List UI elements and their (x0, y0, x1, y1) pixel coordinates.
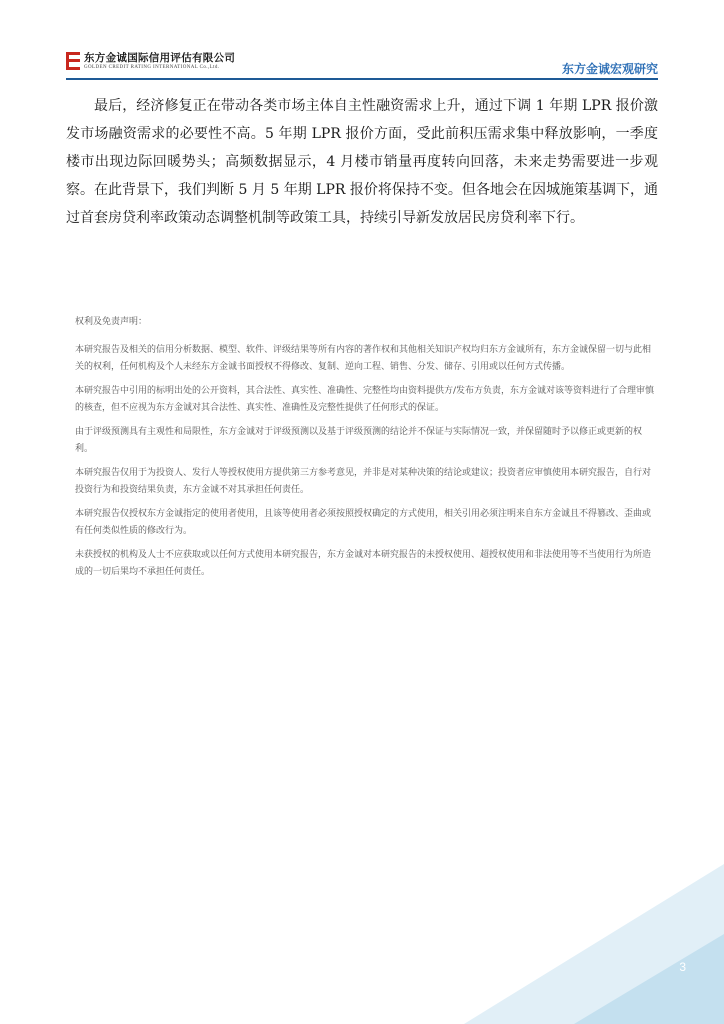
disclaimer-item: 未获授权的机构及人士不应获取或以任何方式使用本研究报告，东方金诚对本研究报告的未授权使用、超授权使用和非法使用等不当使用行为所造成的一切后果均不承担任何责任。 (75, 549, 652, 577)
disclaimer-item: 本研究报告中引用的标明出处的公开资料，其合法性、真实性、准确性、完整性均由资料提供方/发布方负责，东方金诚对该等资料进行了合理审慎的核查，但不应视为东方金诚对其合法性、真实性、准确性及完整性提供了任何形式的保证。 (75, 385, 655, 413)
disclaimer-section (75, 314, 657, 588)
logo-mark-icon (66, 52, 80, 70)
company-name-en: GOLDEN CREDIT RATING INTERNATIONAL Co.,Ltd. (84, 65, 220, 70)
disclaimer-item: 由于评级预测具有主观性和局限性，东方金诚对于评级预测以及基于评级预测的结论并不保证与实际情况一致，并保留随时予以修正或更新的权利。 (75, 426, 643, 454)
disclaimer-item: 本研究报告及相关的信用分析数据、模型、软件、评级结果等所有内容的著作权和其他相关知识产权均归东方金诚所有，东方金诚保留一切与此相关的权利，任何机构及个人未经东方金诚书面授权不得修改、复制、逆向工程、销售、分发、储存、引用或以任何方式传播。 (75, 344, 652, 372)
disclaimer-item: 本研究报告仅用于为投资人、发行人等授权使用方提供第三方参考意见，并非是对某种决策的结论或建议；投资者应审慎使用本研究报告，自行对投资行为和投资结果负责，东方金诚不对其承担任何责任。 (75, 467, 652, 495)
body-paragraph: 最后，经济修复正在带动各类市场主体自主性融资需求上升，通过下调 1 年期 LPR 报价激发市场融资需求的必要性不高。5 年期 LPR 报价方面，受此前积压需求集中释放影响，一季度楼市出现边际回暖势头；高频数据显示，4 月楼市销量再度转向回落，未来走势需要进一步观察。在此背景下，我们判断 5 月 5 年期 LPR 报价将保持不变。但各地会在因城施策基调下，通过首套房贷利率政策动态调整机制等政策工具，持续引导新发放居民房贷利率下行。 (66, 98, 658, 226)
page-number: 3 (679, 960, 686, 974)
page-header (66, 48, 658, 80)
report-brand: 东方金诚宏观研究 (561, 62, 658, 76)
disclaimer-item: 本研究报告仅授权东方金诚指定的使用者使用，且该等使用者必须按照授权确定的方式使用，相关引用必须注明来自东方金诚且不得篡改、歪曲或有任何类似性质的修改行为。 (75, 508, 652, 536)
disclaimer-title: 权利及免责声明： (75, 317, 148, 327)
company-name-cn: 东方金诚国际信用评估有限公司 (84, 52, 236, 64)
company-logo (66, 52, 235, 71)
corner-decoration (464, 864, 724, 1024)
